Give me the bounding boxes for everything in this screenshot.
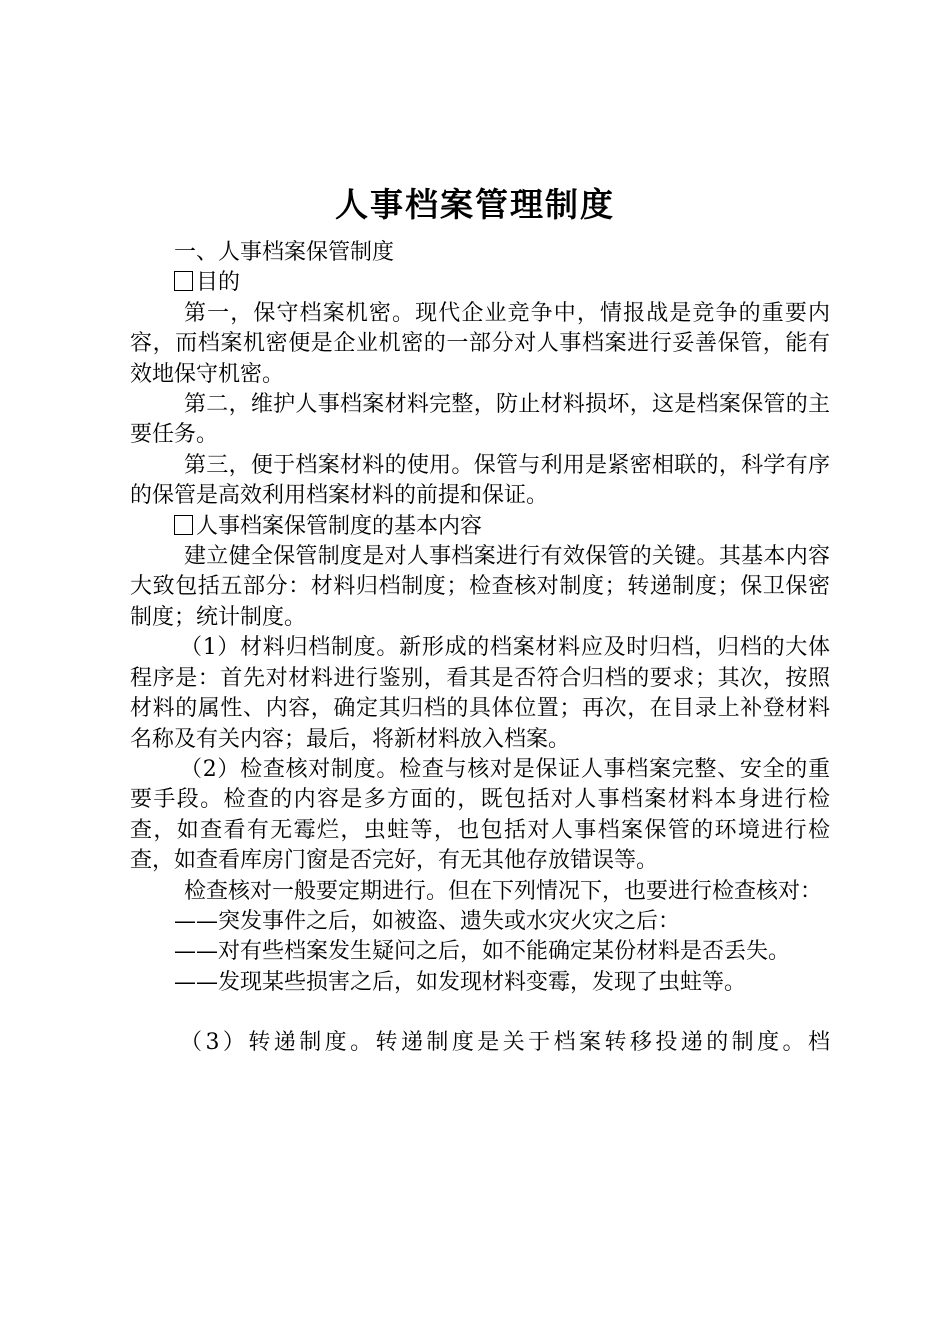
subsection-heading: 目的: [130, 268, 830, 298]
section-heading: 一、人事档案保管制度: [174, 240, 395, 265]
list-item: ——突发事件之后，如被盗、遗失或水灾火灾之后：: [174, 908, 681, 934]
checkbox-icon: [174, 271, 193, 291]
paragraph: 第二，维护人事档案材料完整，防止材料损坏，这是档案保管的主要任务。: [130, 392, 830, 448]
paragraph: （3）转递制度。转递制度是关于档案转移投递的制度。档: [180, 1030, 830, 1056]
list-item: ——对有些档案发生疑问之后，如不能确定某份材料是否丢失。: [174, 939, 791, 965]
checkbox-icon: [174, 515, 193, 535]
paragraph: （2）检查核对制度。检查与核对是保证人事档案完整、安全的重要手段。检查的内容是多方面的，既包括对人事档案材料本身进行检查，如查看有无霉烂，虫蛀等，也包括对人事档案保管的环境进行检查，如查看库房门窗是否完好，有无其他存放错误等。: [130, 756, 830, 874]
paragraph: 建立健全保管制度是对人事档案进行有效保管的关键。其基本内容大致包括五部分：材料归档制度；检查核对制度；转递制度；保卫保密制度；统计制度。: [130, 544, 830, 630]
blank-line: [130, 998, 830, 1028]
document-body: [130, 238, 830, 1059]
subsection-heading: 人事档案保管制度的基本内容: [130, 512, 830, 542]
paragraph: 检查核对一般要定期进行。但在下列情况下，也要进行检查核对：: [184, 878, 823, 904]
paragraph: 第三，便于档案材料的使用。保管与利用是紧密相联的，科学有序的保管是高效利用档案材料的前提和保证。: [130, 452, 830, 509]
document-title: 人事档案管理制度: [335, 185, 615, 224]
paragraph: 第一，保守档案机密。现代企业竞争中，情报战是竞争的重要内容，而档案机密便是企业机密的一部分对人事档案进行妥善保管，能有效地保守机密。: [130, 300, 830, 387]
paragraph: （1）材料归档制度。新形成的档案材料应及时归档，归档的大体程序是：首先对材料进行鉴别，看其是否符合归档的要求；其次，按照材料的属性、内容，确定其归档的具体位置；再次，在目录上补登材料名称及有关内容；最后，将新材料放入档案。: [130, 635, 830, 752]
list-item: ——发现某些损害之后，如发现材料变霉，发现了虫蛀等。: [174, 969, 747, 995]
